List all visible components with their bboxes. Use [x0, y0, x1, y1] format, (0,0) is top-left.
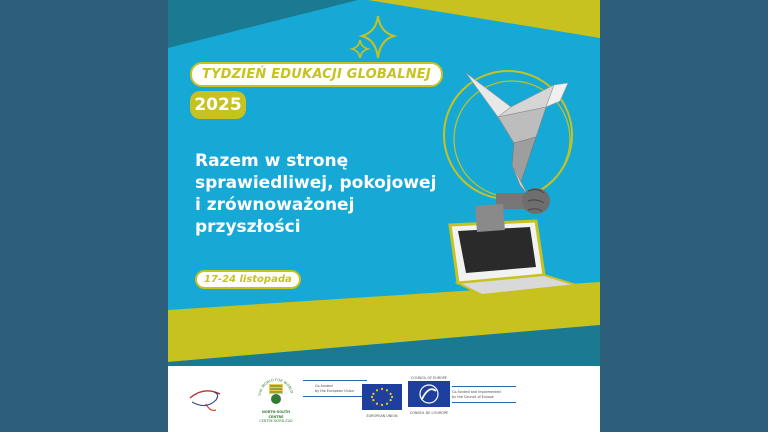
partners-footer: [168, 366, 600, 432]
fist-hand-icon: [496, 188, 550, 214]
eu-cofunded-line: by the European Union: [315, 388, 354, 393]
divider: [452, 386, 516, 387]
origami-dove-icon: [466, 73, 568, 195]
headline-line: i zrównoważonej: [195, 195, 355, 215]
sparkle-icon: [348, 14, 408, 64]
headline-line: sprawiedliwej, pokojowej: [195, 173, 437, 193]
coe-text-line: Co-funded and implemented: [452, 390, 501, 394]
coe-label: CONSEIL DE L'EUROPE: [409, 410, 449, 415]
event-tag: TYDZIEŃ EDUKACJI GLOBALNEJ: [190, 62, 443, 87]
peace-illustration: [436, 45, 586, 295]
coe-emblem-icon: [408, 381, 450, 407]
globe-emblem-icon: [256, 372, 296, 406]
divider: [303, 396, 367, 397]
divider: [303, 380, 367, 381]
poster: [168, 0, 600, 432]
eu-cofunded-line: Co-funded: [315, 384, 333, 388]
headline-line: przyszłości: [195, 217, 301, 237]
headline: [195, 150, 437, 238]
top-teal-corner: [168, 0, 358, 48]
eu-label: EUROPEAN UNION: [366, 414, 398, 418]
nsc-name: NORTH-SOUTH CENTRE: [262, 410, 290, 419]
swirl-logo-icon: [186, 380, 224, 414]
nsc-name-pt: CENTRE NORD-SUD: [259, 419, 293, 423]
coe-cofunded-text: [452, 386, 522, 403]
eu-flag-icon: [362, 384, 402, 410]
nsc-arc-text: THE WORLD FOR WORLD: [257, 377, 294, 397]
north-south-centre-logo: [256, 372, 296, 424]
coe-header: COUNCIL OF EUROPE: [411, 376, 447, 380]
divider: [452, 402, 516, 403]
svg-text:~: ~: [194, 392, 198, 397]
dates-badge: 17-24 listopada: [195, 270, 301, 289]
laptop-icon: [450, 204, 576, 295]
eu-flag-logo: [362, 384, 402, 419]
headline-line: Razem w stronę: [195, 151, 349, 171]
year-badge: 2025: [190, 91, 246, 119]
eu-cofunded-text: [303, 380, 368, 397]
coe-text-line: by the Council of Europe: [452, 394, 494, 399]
coe-logo: [408, 376, 450, 415]
